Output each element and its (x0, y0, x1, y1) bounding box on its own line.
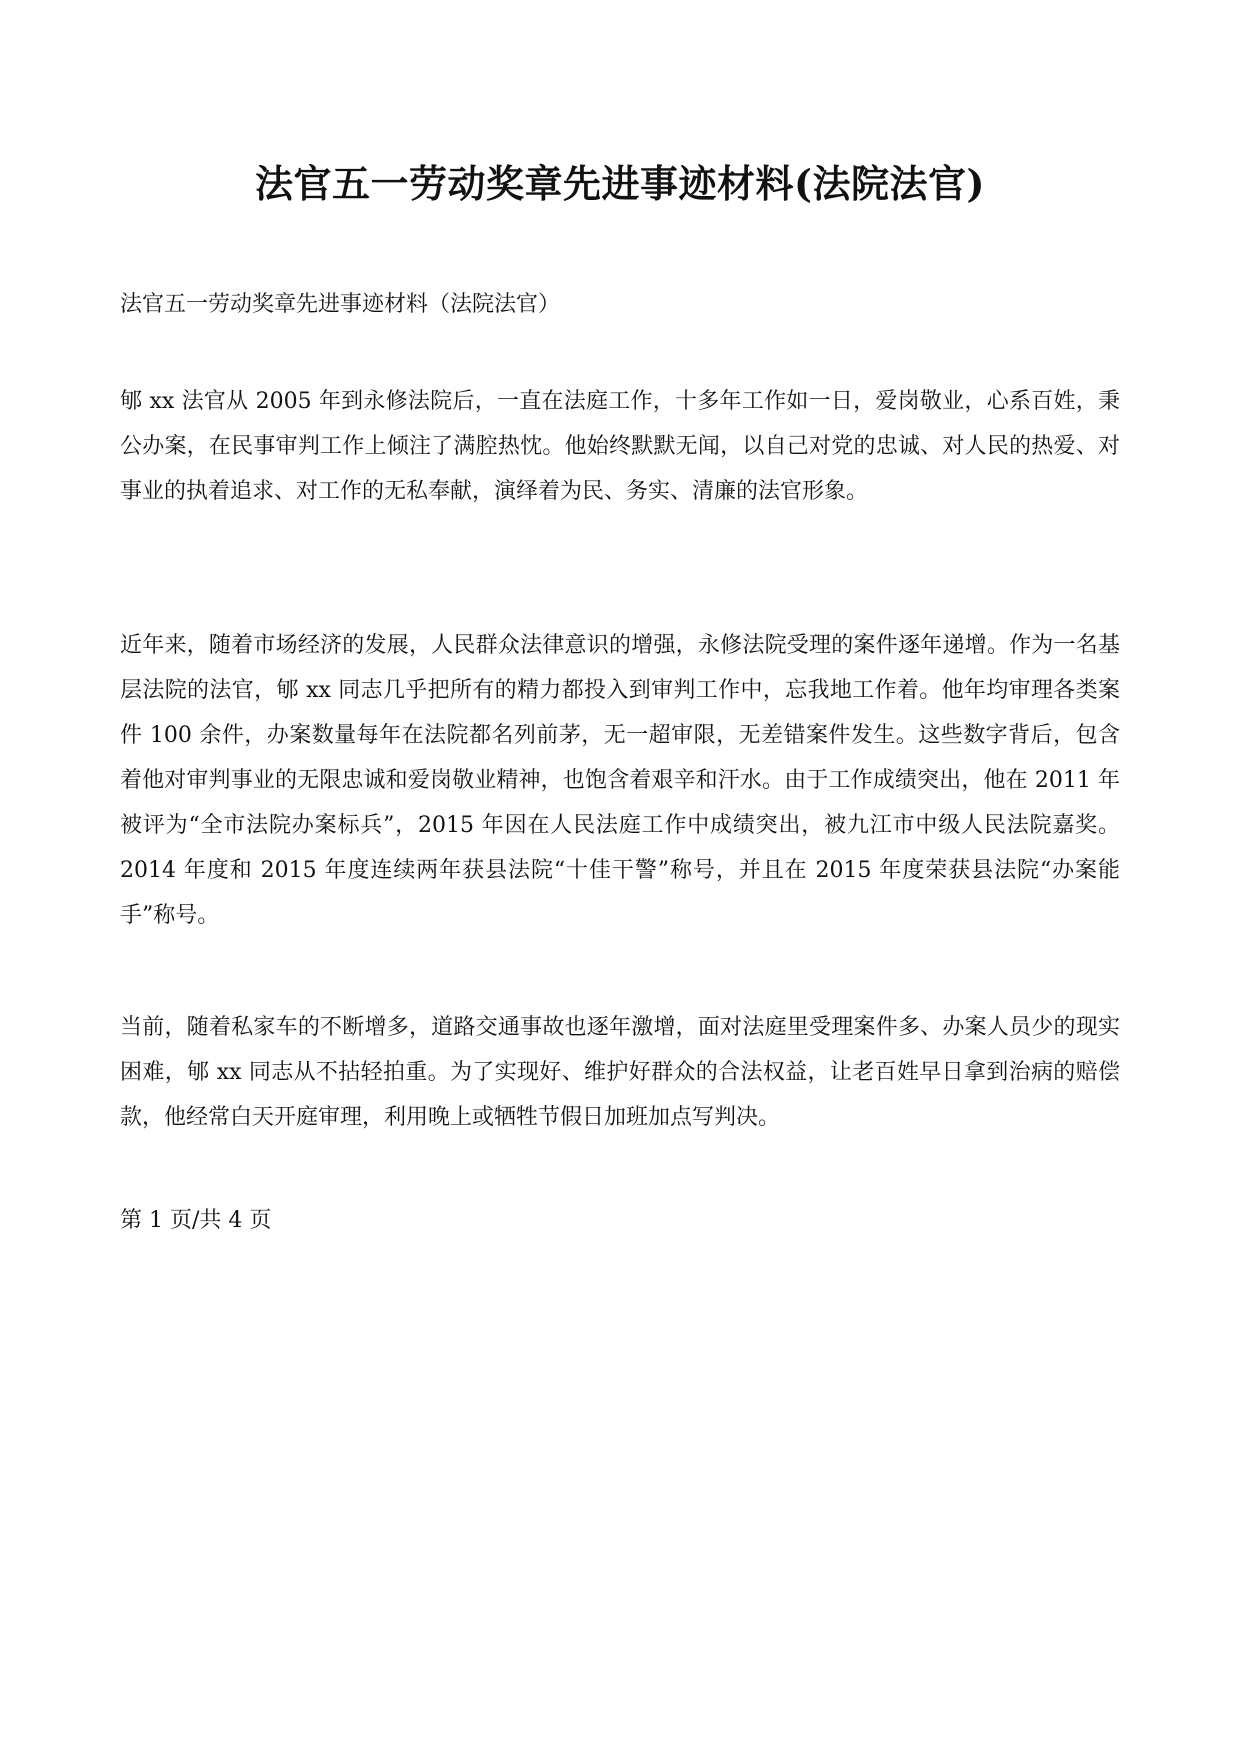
paragraph-2: 近年来，随着市场经济的发展，人民群众法律意识的增强，永修法院受理的案件逐年递增。作为一名基层法院的法官，郇 xx 同志几乎把所有的精力都投入到审判工作中，忘我地工作着。他年均审理各类案件 100 余件，办案数量每年在法院都名列前茅，无一超审限，无差错案件发生。这些数字背后，包含着他对审判事业的无限忠诚和爱岗敬业精神，也饱含着艰辛和汗水。由于工作成绩突出，他在 2011 年被评为“全市法院办案标兵”，2015 年因在人民法庭工作中成绩突出，被九江市中级人民法院嘉奖。2014 年度和 2015 年度连续两年获县法院“十佳干警”称号，并且在 2015 年度荣获县法院“办案能手”称号。 (120, 633, 1120, 928)
paragraph-1: 郇 xx 法官从 2005 年到永修法院后，一直在法庭工作，十多年工作如一日，爱岗敬业，心系百姓，秉公办案，在民事审判工作上倾注了满腔热忱。他始终默默无闻，以自己对党的忠诚、对人民的热爱、对事业的执着追求、对工作的无私奉献，演绎着为民、务实、清廉的法官形象。 (120, 389, 1120, 504)
page-number: 第 1 页/共 4 页 (120, 1208, 272, 1233)
paragraph-3: 当前，随着私家车的不断增多，道路交通事故也逐年激增，面对法庭里受理案件多、办案人员少的现实困难，郇 xx 同志从不拈轻拍重。为了实现好、维护好群众的合法权益，让老百姓早日拿到治病的赔偿款，他经常白天开庭审理，利用晚上或牺牲节假日加班加点写判决。 (120, 1015, 1120, 1130)
document-subtitle: 法官五一劳动奖章先进事迹材料（法院法官） (120, 292, 561, 317)
document-title: 法官五一劳动奖章先进事迹材料(法院法官) (255, 161, 985, 206)
